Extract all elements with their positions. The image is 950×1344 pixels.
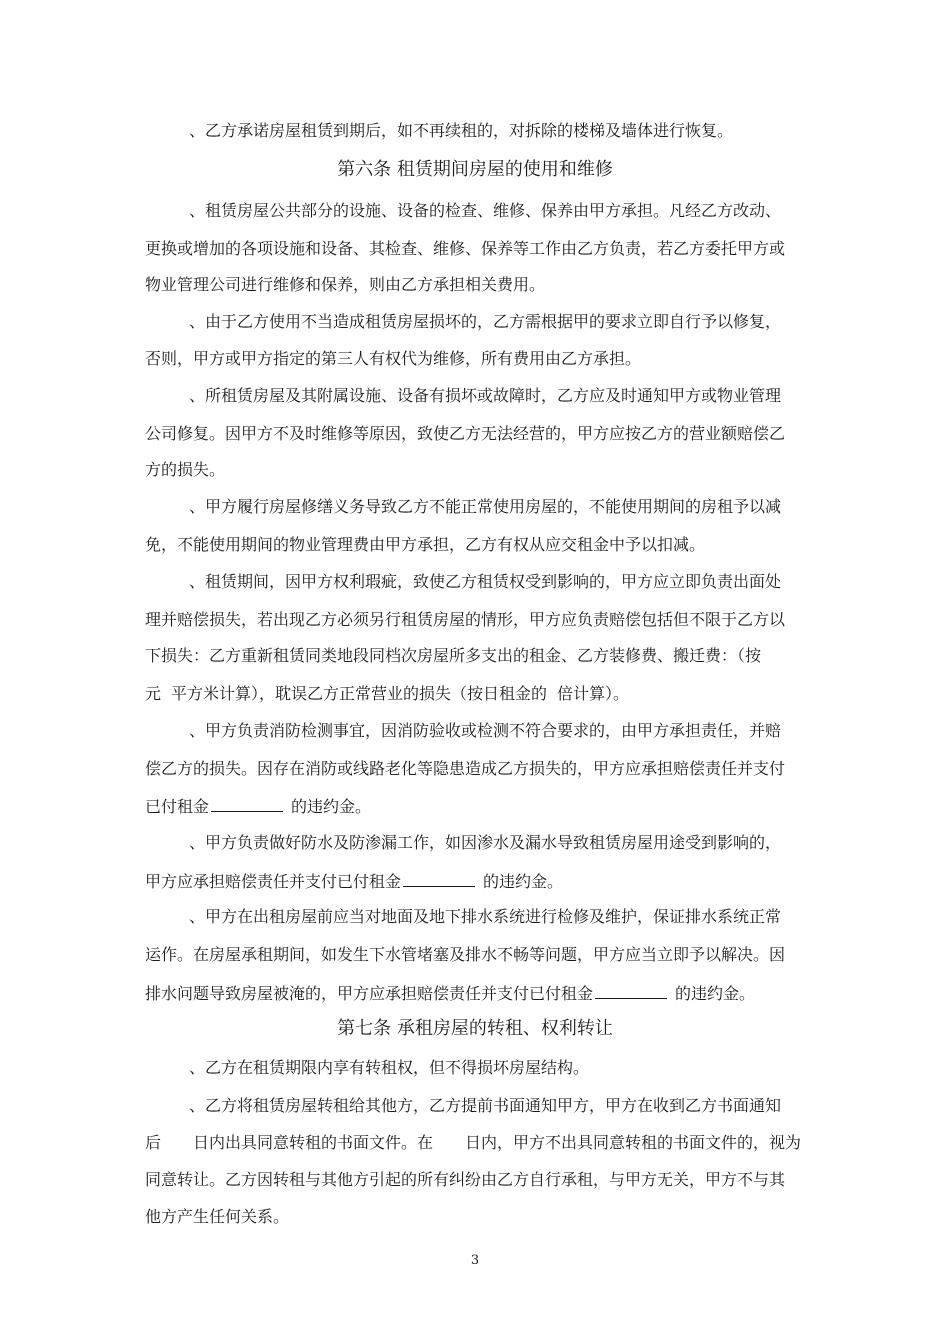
fill-in-blank	[595, 982, 667, 999]
paragraph-line: 公司修复。因甲方不及时维修等原因，致使乙方无法经营的，甲方应按乙方的营业额赔偿乙	[145, 424, 786, 443]
paragraph-line	[145, 982, 810, 1004]
paragraph-line: 、由于乙方使用不当造成租赁房屋损坏的，乙方需根据甲的要求立即自行予以修复，	[189, 312, 782, 331]
paragraph-line: 、租赁期间，因甲方权利瑕疵，致使乙方租赁权受到影响的，甲方应立即负责出面处	[189, 572, 782, 591]
paragraph-line	[145, 795, 810, 817]
paragraph-line: 运作。在房屋承租期间，如发生下水管堵塞及排水不畅等问题，甲方应当立即予以解决。因	[145, 945, 786, 964]
text-run: 平方米计算），耽误乙方正常营业的损失（按日租金的	[171, 684, 548, 703]
page-number: 3	[470, 1253, 480, 1268]
text-run: 日内，甲方不出具同意转租的书面文件的，视为	[465, 1133, 802, 1152]
paragraph-line: 物业管理公司进行维修和保养，则由乙方承担相关费用。	[145, 275, 546, 294]
text-run: 元	[145, 684, 162, 703]
text-run: 的违约金。	[291, 797, 372, 816]
paragraph-line: 否则，甲方或甲方指定的第三人有权代为维修，所有费用由乙方承担。	[145, 349, 642, 368]
text-run: 倍计算）。	[557, 684, 630, 703]
text-run: 甲方应承担赔偿责任并支付已付租金	[145, 872, 402, 891]
paragraph-line: 、甲方负责做好防水及防渗漏工作，如因渗水及漏水导致租赁房屋用途受到影响的，	[189, 833, 782, 852]
text-run: 的违约金。	[675, 984, 756, 1003]
paragraph-line: 、乙方在租赁期限内享有转租权，但不得损坏房屋结构。	[189, 1058, 590, 1077]
paragraph-line: 、租赁房屋公共部分的设施、设备的检查、维修、保养由甲方承担。凡经乙方改动、	[189, 201, 782, 220]
paragraph-line: 更换或增加的各项设施和设备、其检查、维修、保养等工作由乙方负责，若乙方委托甲方或	[145, 239, 786, 258]
paragraph-line: 理并赔偿损失，若出现乙方必须另行租赁房屋的情形，甲方应负责赔偿包括但不限于乙方以	[145, 610, 786, 629]
fill-in-blank	[211, 795, 283, 812]
article-7-heading: 第七条 承租房屋的转租、权利转让	[337, 1018, 613, 1039]
text-run: 后	[145, 1133, 162, 1152]
paragraph-line	[145, 870, 810, 892]
paragraph-line: 下损失：乙方重新租赁同类地段同档次房屋所多支出的租金、乙方装修费、搬迁费：（按	[145, 646, 762, 665]
paragraph-line	[145, 1133, 810, 1153]
text-run: 的违约金。	[483, 872, 564, 891]
paragraph-line: 、乙方承诺房屋租赁到期后，如不再续租的，对拆除的楼梯及墙体进行恢复。	[189, 121, 734, 140]
paragraph-line: 、乙方将租赁房屋转租给其他方，乙方提前书面通知甲方，甲方在收到乙方书面通知	[189, 1096, 782, 1115]
paragraph-line: 、所租赁房屋及其附属设施、设备有损坏或故障时，乙方应及时通知甲方或物业管理	[189, 386, 782, 405]
text-run: 已付租金	[145, 797, 210, 816]
paragraph-line: 同意转让。乙方因转租与其他方引起的所有纠纷由乙方自行承租，与甲方无关，甲方不与其	[145, 1170, 786, 1189]
paragraph-line: 他方产生任何关系。	[145, 1207, 290, 1226]
paragraph-line: 、甲方负责消防检测事宜，因消防验收或检测不符合要求的，由甲方承担责任，并赔	[189, 721, 782, 740]
paragraph-line: 免，不能使用期间的物业管理费由甲方承担，乙方有权从应交租金中予以扣减。	[145, 535, 706, 554]
paragraph-line: 方的损失。	[145, 460, 226, 479]
paragraph-line: 偿乙方的损失。因存在消防或线路老化等隐患造成乙方损失的，甲方应承担赔偿责任并支付	[145, 759, 786, 778]
text-run: 日内出具同意转租的书面文件。在	[193, 1133, 434, 1152]
fill-in-blank	[403, 870, 475, 887]
article-6-heading: 第六条 租赁期间房屋的使用和维修	[337, 159, 613, 180]
paragraph-line: 、甲方履行房屋修缮义务导致乙方不能正常使用房屋的，不能使用期间的房租予以减	[189, 497, 782, 516]
paragraph-line: 、甲方在出租房屋前应当对地面及地下排水系统进行检修及维护，保证排水系统正常	[189, 907, 782, 926]
text-run: 排水问题导致房屋被淹的，甲方应承担赔偿责任并支付已付租金	[145, 984, 594, 1003]
paragraph-line	[145, 684, 810, 704]
